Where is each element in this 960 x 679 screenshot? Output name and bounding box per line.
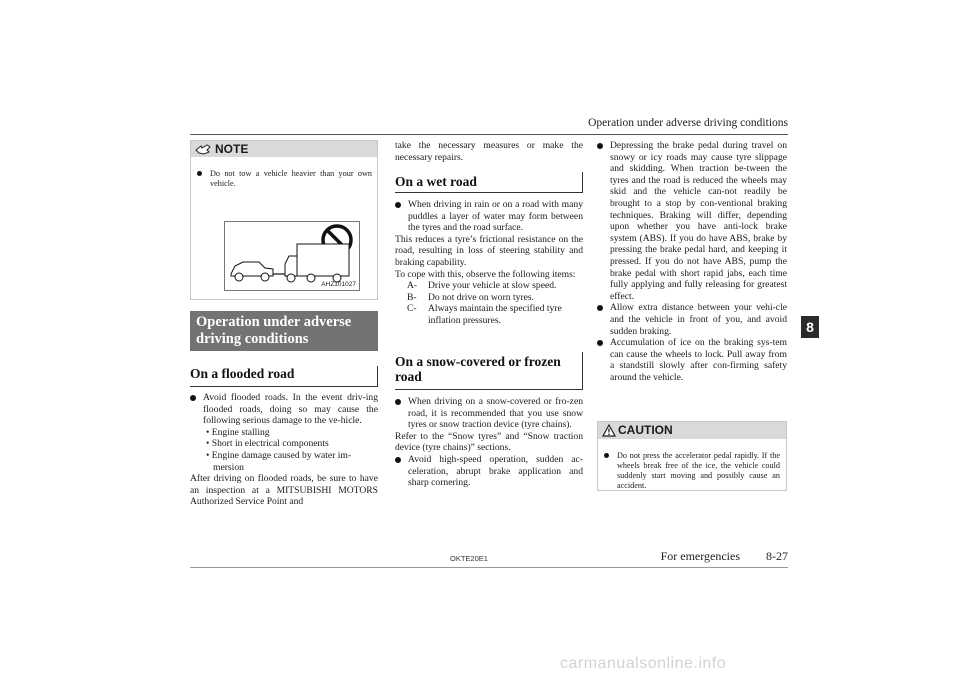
- snow-heading: On a snow-covered or frozen road: [395, 354, 561, 384]
- heading-rule-corner: [582, 352, 583, 389]
- watermark: carmanualsonline.info: [560, 655, 727, 672]
- note-label: NOTE: [215, 142, 249, 156]
- chapter-tab: 8: [801, 316, 819, 338]
- heading-rule: [190, 386, 378, 387]
- bullet-icon: [197, 171, 202, 176]
- bullet-icon: [395, 399, 401, 405]
- right-column: [597, 140, 787, 383]
- snow-body: [395, 396, 583, 489]
- wet-intro: To cope with this, observe the following items:: [395, 268, 576, 280]
- note-header: [191, 141, 377, 157]
- heading-rule: [395, 192, 583, 193]
- right-bullet: Allow extra distance between your vehi-cle and the vehicle in front of you, and avoid sudden braking.: [597, 302, 787, 337]
- footer-code: OKTE20E1: [450, 554, 488, 563]
- header-rule: [190, 134, 788, 135]
- flooded-after: After driving on flooded roads, be sure to have an inspection at a MITSUBISHI MOTORS Authorized Service Point and: [190, 473, 378, 508]
- right-bullet: Depressing the brake pedal during travel on snowy or icy roads may cause tyre slippage and skidding. When traction be-tween the tyres and the road is reduced the wheels may skid and the vehicle can-not readily be brought to a stop by con-ventional braking techniques. Braking will differ, depending upon whether you have anti-lock brake system (ABS). If you do have ABS, brake by pressing the brake pedal hard, and keeping it pressed. If you do not have ABS, pump the brake pedal with short rapid jabs, each time fully applying and fully releasing for greatest effect.: [597, 140, 787, 302]
- flooded-sub-item: • Engine damage caused by water im-mersion: [206, 449, 352, 473]
- flooded-sub-item: • Short in electrical components: [206, 438, 329, 450]
- footer-rule: [190, 567, 788, 568]
- snow-ref: Refer to the “Snow tyres” and “Snow traction device (tyre chains)” sections.: [395, 430, 583, 454]
- flooded-body: [190, 392, 378, 508]
- wet-item: B- Do not drive on worn tyres.: [407, 291, 535, 303]
- bullet-icon: [597, 143, 603, 149]
- bullet-icon: [597, 305, 603, 311]
- wet-section: [395, 174, 583, 189]
- chapter-title: Operation under adverse driving conditions: [190, 311, 378, 351]
- flooded-sub-item: • Engine stalling: [206, 426, 270, 438]
- flooded-bullet: Avoid flooded roads. In the event driv-ing flooded roads, doing so may cause the following serious damage to the ve-hicle.: [190, 392, 378, 427]
- bullet-icon: [597, 340, 603, 346]
- bullet-icon: [604, 453, 609, 458]
- flooded-section: [190, 366, 378, 381]
- note-box: [190, 140, 378, 300]
- note-item: Do not tow a vehicle heavier than your own vehicle.: [197, 169, 372, 189]
- wet-item: C- Always maintain the specified tyre inflation pressures.: [407, 303, 562, 326]
- figure-id: AHZ101027: [321, 281, 356, 288]
- prohibited-towing-icon: [225, 222, 359, 290]
- wet-para: This reduces a tyre’s frictional resistance on the road, resulting in loss of steering stability and braking capability.: [395, 233, 583, 268]
- right-bullet: Accumulation of ice on the braking sys-tem can cause the wheels to lock. Pull away from a standstill slowly after con-firming safety around the vehicle.: [597, 337, 787, 383]
- caution-box: [597, 421, 787, 491]
- snow-section: [395, 354, 583, 384]
- note-hand-icon: [195, 143, 211, 155]
- caution-label: CAUTION: [618, 423, 673, 437]
- heading-rule-corner: [377, 366, 378, 386]
- wet-item: A- Drive your vehicle at slow speed.: [407, 280, 557, 292]
- bullet-icon: [190, 395, 196, 401]
- middle-column: [395, 140, 583, 163]
- bullet-icon: [395, 202, 401, 208]
- caution-header: [598, 422, 786, 439]
- page-number: 8-27: [766, 549, 788, 563]
- bullet-icon: [395, 457, 401, 463]
- wet-bullet: When driving in rain or on a road with many puddles a layer of water may form between the tyres and the road surface.: [395, 199, 583, 234]
- running-header: Operation under adverse driving conditions: [588, 117, 788, 129]
- heading-rule: [395, 389, 583, 390]
- snow-bullet: When driving on a snow-covered or fro-zen road, it is recommended that you use snow tyres or snow traction device (tyre chains).: [395, 396, 583, 431]
- wet-body: [395, 199, 583, 327]
- snow-bullet: Avoid high-speed operation, sudden ac-celeration, abrupt brake application and sharp cornering.: [395, 454, 583, 489]
- footer-section: For emergencies: [660, 549, 740, 563]
- caution-item: Do not press the accelerator pedal rapidly. If the wheels break free of the ice, the vehicle could suddenly start moving and possibly cause an accident.: [604, 451, 780, 491]
- towing-illustration: [224, 221, 360, 291]
- footer-page-info: [640, 549, 788, 564]
- wet-heading: On a wet road: [395, 174, 477, 189]
- flooded-heading: On a flooded road: [190, 366, 295, 381]
- heading-rule-corner: [582, 172, 583, 192]
- flooded-continued: take the necessary measures or make the necessary repairs.: [395, 140, 583, 163]
- warning-triangle-icon: [602, 424, 616, 437]
